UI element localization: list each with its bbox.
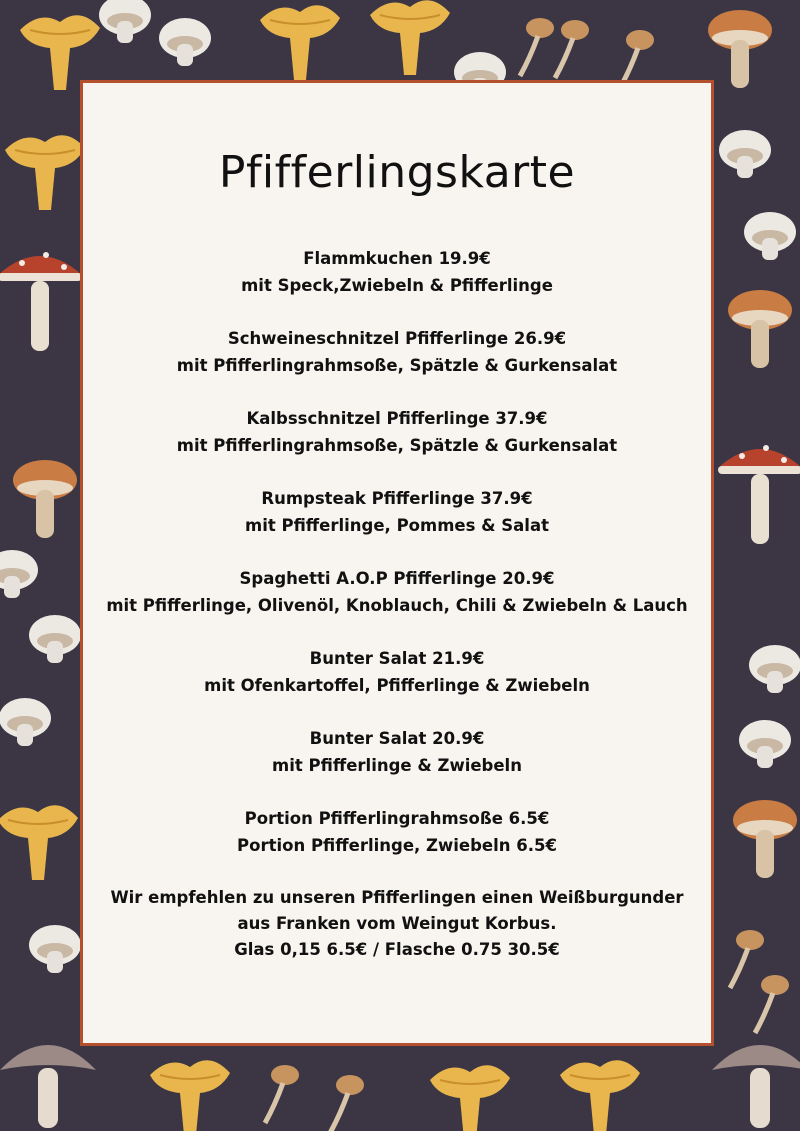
menu-item: [83, 725, 711, 779]
dish-name-price: Spaghetti A.O.P Pfifferlinge 20.9€: [239, 569, 555, 588]
dish-name-price: Flammkuchen 19.9€: [303, 249, 491, 268]
dish-name-price: Schweineschnitzel Pfifferlinge 26.9€: [227, 329, 567, 348]
dish-description: mit Ofenkartoffel, Pfifferlinge & Zwiebeln: [204, 676, 590, 695]
menu-item: [83, 245, 711, 299]
dish-description: mit Pfifferlingrahmsoße, Spätzle & Gurkensalat: [176, 436, 618, 455]
dish-description: mit Pfifferlinge & Zwiebeln: [272, 756, 522, 775]
menu-item: [83, 325, 711, 379]
dish-description: mit Pfifferlinge, Pommes & Salat: [245, 516, 549, 535]
dish-description: mit Pfifferlinge, Olivenöl, Knoblauch, Chili & Zwiebeln & Lauch: [106, 596, 688, 615]
menu-card: [80, 80, 714, 1046]
menu-title: Pfifferlingskarte: [218, 147, 576, 198]
wine-prices: Glas 0,15 6.5€ / Flasche 0.75 30.5€: [234, 940, 560, 959]
menu-item-sides: [83, 805, 711, 859]
dish-name-price: Bunter Salat 21.9€: [309, 649, 485, 668]
recommendation-line: Wir empfehlen zu unseren Pfifferlingen einen Weißburgunder: [110, 888, 684, 907]
dish-name-price: Bunter Salat 20.9€: [309, 729, 485, 748]
dish-name-price: Kalbsschnitzel Pfifferlinge 37.9€: [246, 409, 548, 428]
dish-name-price: Rumpsteak Pfifferlinge 37.9€: [261, 489, 533, 508]
menu-item: [83, 645, 711, 699]
side-dish-sauce: Portion Pfifferlingrahmsoße 6.5€: [244, 809, 550, 828]
wine-recommendation: [83, 885, 711, 963]
menu-items: [83, 245, 711, 859]
menu-item: [83, 485, 711, 539]
dish-description: mit Speck,Zwiebeln & Pfifferlinge: [241, 276, 553, 295]
menu-item: [83, 565, 711, 619]
side-dish-chanterelles: Portion Pfifferlinge, Zwiebeln 6.5€: [237, 836, 557, 855]
recommendation-line: aus Franken vom Weingut Korbus.: [237, 914, 557, 933]
menu-item: [83, 405, 711, 459]
dish-description: mit Pfifferlingrahmsoße, Spätzle & Gurkensalat: [176, 356, 618, 375]
